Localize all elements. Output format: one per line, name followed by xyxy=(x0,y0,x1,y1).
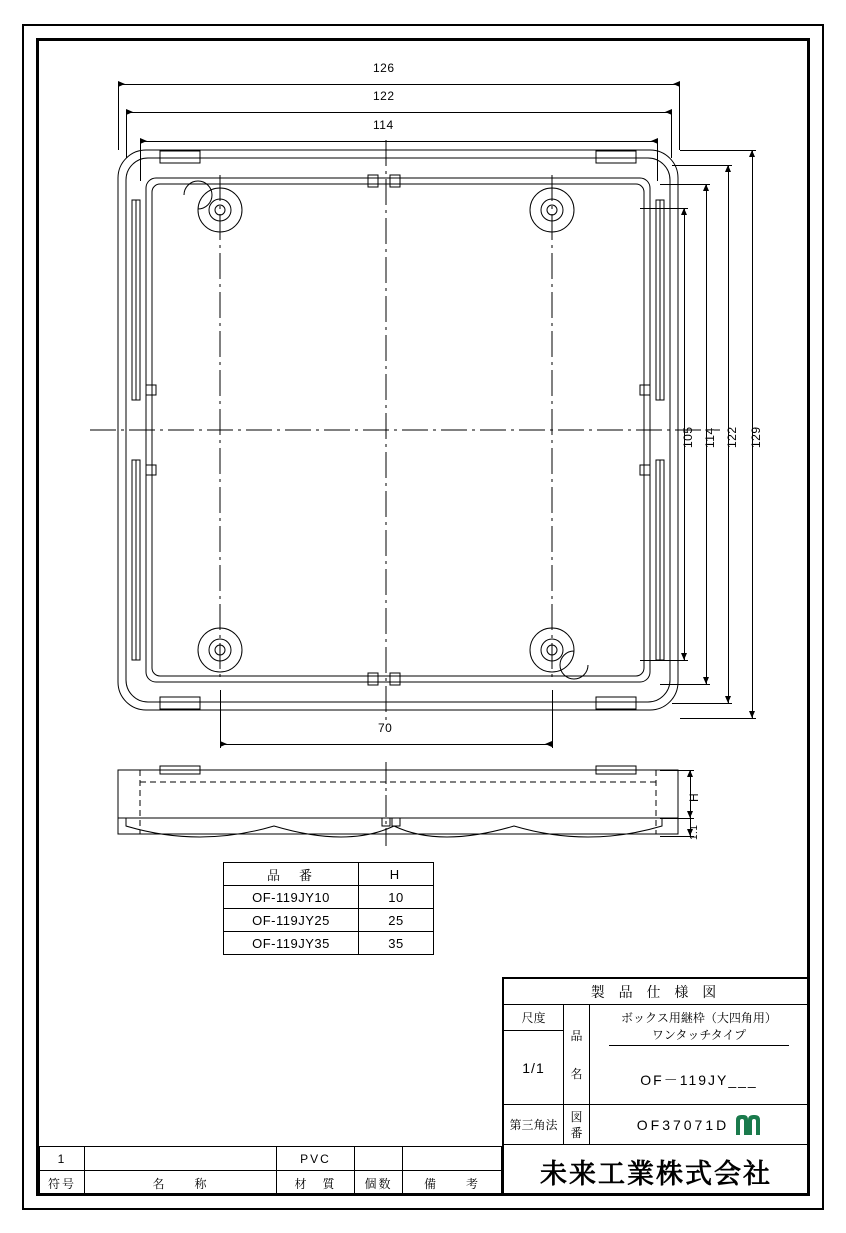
company-name: 未来工業株式会社 xyxy=(540,1158,772,1190)
parts-header-material: 材 質 xyxy=(277,1171,355,1196)
ext-line-70-left xyxy=(220,690,221,748)
dim-arrow-H-top xyxy=(687,770,693,777)
ext-line-105-bottom xyxy=(640,660,688,661)
ext-line-129-bottom xyxy=(680,718,756,719)
h-table-header-h: H xyxy=(359,863,434,886)
dim-arrow-122-left xyxy=(126,109,133,115)
drawing-no-label-char2: 番 xyxy=(570,1125,583,1140)
dim-line-126 xyxy=(118,84,680,85)
dim-label-70: 70 xyxy=(378,721,393,735)
drawing-no-text: OF37071D xyxy=(636,1116,730,1133)
dim-arrow-126-left xyxy=(118,81,125,87)
ext-line-122-left xyxy=(126,112,127,158)
product-name-label xyxy=(564,1005,590,1105)
product-name-line1: ボックス用継枠（大四角用） xyxy=(621,1011,777,1025)
parts-row-qty xyxy=(355,1146,403,1171)
dim-arrow-105-bottom xyxy=(681,653,687,660)
dim-line-122 xyxy=(126,112,672,113)
title-block-heading: 製 品 仕 様 図 xyxy=(504,979,808,1005)
dim-arrow-122r-bottom xyxy=(725,696,731,703)
dim-label-122-right: 122 xyxy=(725,426,739,448)
ext-line-114r-bottom xyxy=(660,684,710,685)
dim-label-1-1: 1.1 xyxy=(689,824,700,840)
dim-arrow-105-top xyxy=(681,208,687,215)
ext-line-122-right xyxy=(671,112,672,158)
dim-arrow-H-bottom xyxy=(687,811,693,818)
dim-arrow-129-bottom xyxy=(749,711,755,718)
company-logo-icon xyxy=(735,1114,761,1136)
table-row xyxy=(224,886,434,909)
parts-list xyxy=(39,1146,502,1196)
ext-line-114-left xyxy=(140,141,141,181)
product-code: OF－119JY___ xyxy=(640,1072,758,1088)
drawing-no-label xyxy=(564,1105,590,1145)
parts-row-remarks xyxy=(403,1146,502,1171)
dim-label-122: 122 xyxy=(373,89,395,103)
h-table-h-2: 35 xyxy=(359,932,434,955)
dim-arrow-70-left xyxy=(220,741,227,747)
parts-header-name: 名 称 xyxy=(85,1171,277,1196)
dim-line-114-top xyxy=(140,141,658,142)
table-row xyxy=(224,909,434,932)
ext-line-105-top xyxy=(640,208,688,209)
h-table-h-0: 10 xyxy=(359,886,434,909)
plan-view-drawing xyxy=(100,55,800,755)
drawing-no-label-char1: 図 xyxy=(570,1109,583,1124)
ext-line-H-top xyxy=(660,770,694,771)
dim-arrow-114-left xyxy=(140,138,147,144)
product-name-line2: ワンタッチタイプ xyxy=(609,1026,789,1046)
h-table-part-0: OF-119JY10 xyxy=(224,886,359,909)
parts-row-symbol: 1 xyxy=(39,1146,85,1171)
dim-arrow-114r-top xyxy=(703,184,709,191)
dim-label-129: 129 xyxy=(749,426,763,448)
ext-line-H-bottom xyxy=(660,818,694,819)
parts-header-remarks: 備 考 xyxy=(403,1171,502,1196)
dim-label-H: H xyxy=(687,792,701,802)
h-table xyxy=(223,862,434,955)
dim-line-70 xyxy=(220,744,552,745)
dim-label-114-top: 114 xyxy=(373,118,394,132)
dim-arrow-129-top xyxy=(749,150,755,157)
h-table-part-1: OF-119JY25 xyxy=(224,909,359,932)
h-table-header-row xyxy=(224,863,434,886)
table-row xyxy=(224,932,434,955)
dim-arrow-122r-top xyxy=(725,165,731,172)
dim-arrow-70-right xyxy=(545,741,552,747)
projection-label: 第三角法 xyxy=(504,1105,564,1145)
product-name-label-char2: 名 xyxy=(570,1066,583,1081)
h-table-h-1: 25 xyxy=(359,909,434,932)
ext-line-11-bottom xyxy=(660,836,694,837)
ext-line-122r-top xyxy=(672,165,732,166)
scale-label: 尺度 xyxy=(504,1005,564,1031)
dim-arrow-114r-bottom xyxy=(703,677,709,684)
ext-line-126-right xyxy=(679,84,680,150)
scale-value: 1/1 xyxy=(504,1031,564,1105)
ext-line-114r-top xyxy=(660,184,710,185)
side-view-drawing xyxy=(100,762,700,862)
parts-header-symbol: 符号 xyxy=(39,1171,85,1196)
dim-label-114-right: 114 xyxy=(703,427,717,448)
product-name-value xyxy=(590,1005,808,1105)
parts-row-name xyxy=(85,1146,277,1171)
ext-line-126-left xyxy=(118,84,119,150)
parts-header-qty: 個数 xyxy=(355,1171,403,1196)
product-name-label-char1: 品 xyxy=(570,1028,583,1043)
h-table-part-2: OF-119JY35 xyxy=(224,932,359,955)
parts-row-material: PVC xyxy=(277,1146,355,1171)
ext-line-122r-bottom xyxy=(672,703,732,704)
drawing-no-value xyxy=(590,1105,808,1145)
dim-label-105: 105 xyxy=(681,426,695,448)
dim-label-126: 126 xyxy=(373,61,395,75)
h-table-header-part: 品 番 xyxy=(224,863,359,886)
ext-line-129-top xyxy=(680,150,756,151)
ext-line-114-right xyxy=(657,141,658,181)
ext-line-70-right xyxy=(552,690,553,748)
